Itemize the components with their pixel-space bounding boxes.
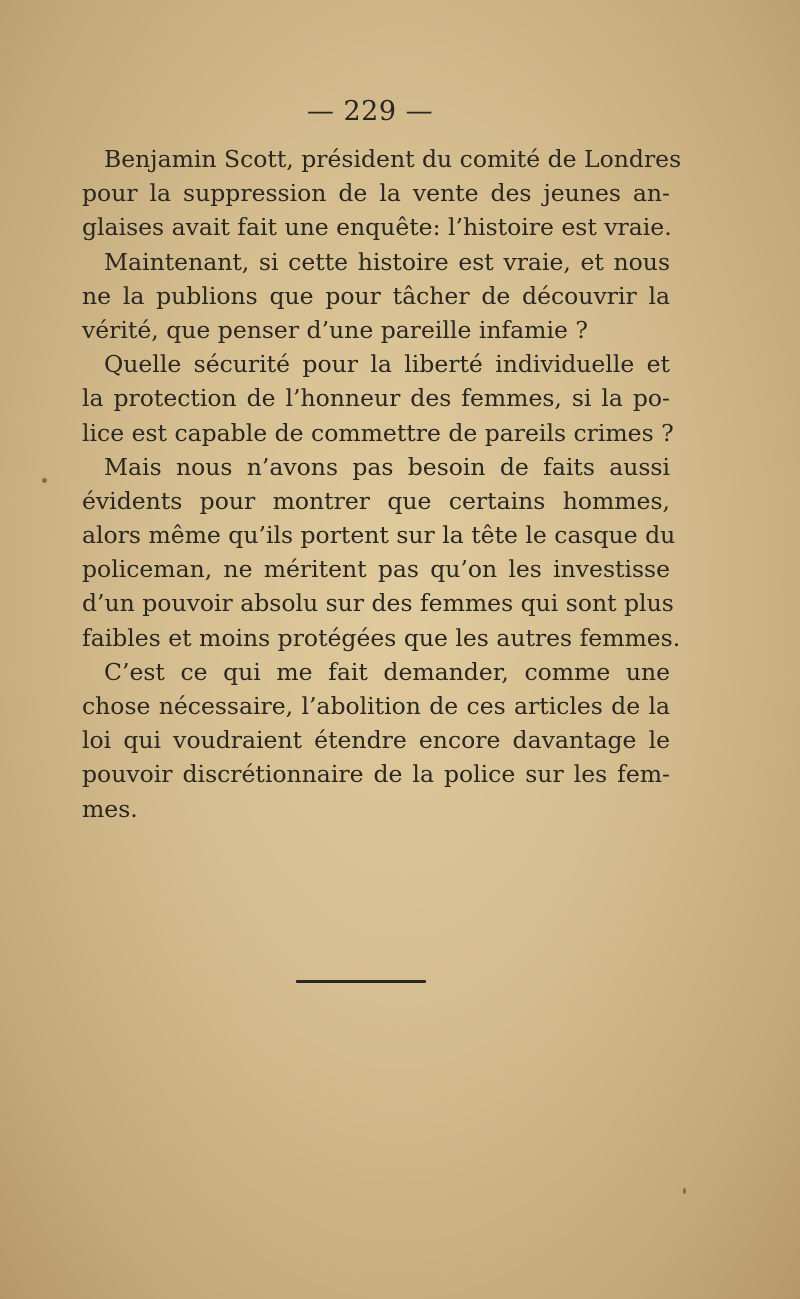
text-line: Mais nous n’avons pas besoin de faits aussi [104,452,670,481]
end-rule [296,980,426,983]
paper-speck [683,1188,686,1194]
text-line: vérité, que penser d’une pareille infamie ? [82,315,588,344]
text-line: Maintenant, si cette histoire est vraie, et nous [104,247,670,276]
text-line: faibles et moins protégées que les autres femmes. [82,623,681,652]
text-line: loi qui voudraient étendre encore davantage le [82,726,670,755]
text-line: pour la suppression de la vente des jeunes an- [82,179,670,208]
text-line: glaises avait fait une enquête: l’histoire est vraie. [82,213,672,242]
text-line: alors même qu’ils portent sur la tête le casque du [82,521,676,550]
text-line: Quelle sécurité pour la liberté individuelle et [104,350,670,379]
text-line: Benjamin Scott, président du comité de Londres [104,145,682,173]
text-line: la protection de l’honneur des femmes, si la po- [82,384,670,413]
text-line: évidents pour montrer que certains hommes, [82,486,670,515]
text-line: pouvoir discrétionnaire de la police sur les fem- [82,760,670,789]
body-text [82,142,682,826]
paper-speck [42,478,47,483]
text-line: chose nécessaire, l’abolition de ces articles de la [82,692,670,720]
text-line: C’est ce qui me fait demander, comme une [104,657,670,686]
text-line: policeman, ne méritent pas qu’on les investisse [82,555,670,584]
text-line: ne la publions que pour tâcher de découvrir la [82,281,670,310]
text-line: lice est capable de commettre de pareils crimes ? [82,418,674,447]
text-line: d’un pouvoir absolu sur des femmes qui sont plus [82,589,674,618]
page-number: — 229 — [306,96,434,127]
text-line: mes. [82,794,138,823]
